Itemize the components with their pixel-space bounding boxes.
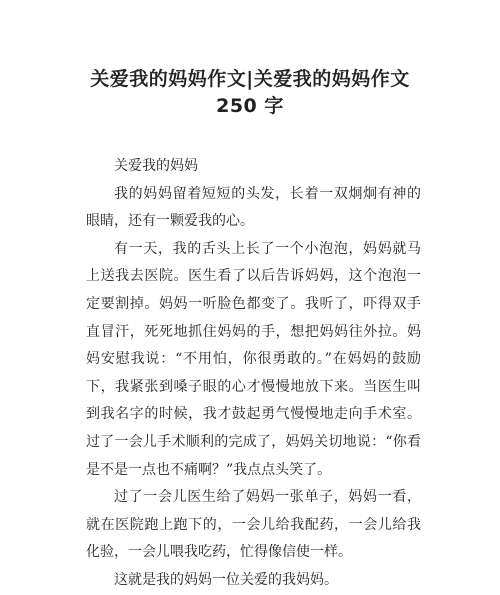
document-body	[86, 153, 421, 595]
paragraph: 过了一会儿医生给了妈妈一张单子，妈妈一看，就在医院跑上跑下的，一会儿给我配药，一会儿给我化验，一会儿喂我吃药，忙得像信使一样。	[86, 489, 421, 561]
document-title: 关爱我的妈妈作文|关爱我的妈妈作文	[90, 68, 410, 90]
paragraph-heading: 关爱我的妈妈	[114, 158, 198, 174]
document-title-continued: 250 字	[216, 95, 284, 117]
paragraph: 这就是我的妈妈一位关爱的我妈妈。	[114, 571, 338, 588]
paragraph: 有一天，我的舌头上长了一个小泡泡，妈妈就马上送我去医院。医生看了以后告诉妈妈，这个泡泡一定要割掉。妈妈一听脸色都变了。我听了，吓得双手直冒汗，死死地抓住妈妈的手，想把妈妈往外拉。妈妈安慰我说：“不用怕，你很勇敢的。”在妈妈的鼓励下，我紧张到嗓子眼的心才慢慢地放下来。当医生叫到我名字的时候，我才鼓起勇气慢慢地走向手术室。过了一会儿手术顺利的完成了，妈妈关切地说：“你看是不是一点也不痛啊？”我点点头笑了。	[86, 240, 421, 478]
paragraph: 我的妈妈留着短短的头发，长着一双炯炯有神的眼睛，还有一颗爱我的心。	[86, 185, 421, 230]
